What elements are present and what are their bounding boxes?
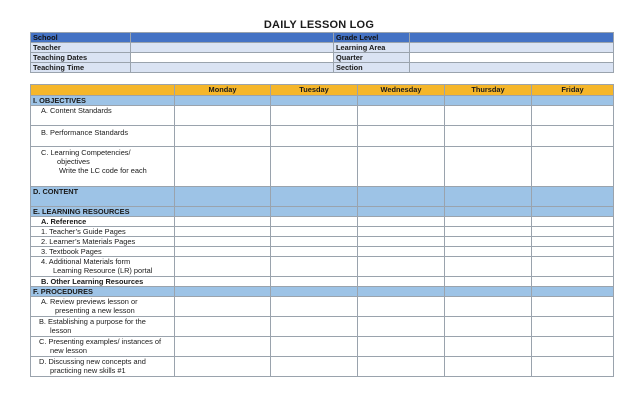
other-resources-label: B. Other Learning Resources [31,277,175,287]
entry-cell[interactable] [445,187,532,207]
examples-line-2: new lesson [50,346,87,355]
entry-cell[interactable] [445,297,532,317]
procedures-label: F. PROCEDURES [31,287,175,297]
textbook-row [31,247,614,257]
entry-cell[interactable] [271,357,358,377]
entry-cell[interactable] [175,297,271,317]
section-fill [532,287,614,297]
guide-label: 1. Teacher’s Guide Pages [31,227,175,237]
entry-cell[interactable] [532,106,614,126]
entry-cell[interactable] [445,217,532,227]
purpose-line-2: lesson [50,326,72,335]
entry-cell[interactable] [175,126,271,147]
section-label: Section [334,63,410,73]
resources-label: E. LEARNING RESOURCES [31,207,175,217]
entry-cell[interactable] [358,187,445,207]
competencies-line-3: Write the LC code for each [59,166,147,175]
performance-standards-row [31,126,614,147]
additional-line-2: Learning Resource (LR) portal [53,266,153,275]
day-wednesday: Wednesday [358,85,445,96]
teacher-field[interactable] [131,43,334,53]
purpose-label [31,317,175,337]
entry-cell[interactable] [445,147,532,187]
entry-cell[interactable] [358,126,445,147]
days-header-row [31,85,614,96]
content-row [31,187,614,207]
discussing-line-1: D. Discussing new concepts and [39,357,146,366]
entry-cell[interactable] [445,237,532,247]
entry-cell[interactable] [271,187,358,207]
other-resources-row [31,277,614,287]
section-fill [175,207,271,217]
section-fill [445,96,532,106]
entry-cell[interactable] [175,257,271,277]
entry-cell[interactable] [358,247,445,257]
textbook-label: 3. Textbook Pages [31,247,175,257]
learning-area-field[interactable] [410,43,614,53]
entry-cell[interactable] [445,317,532,337]
day-friday: Friday [532,85,614,96]
entry-cell[interactable] [358,357,445,377]
resources-row [31,207,614,217]
teaching-time-label: Teaching Time [31,63,131,73]
review-line-2: presenting a new lesson [55,306,135,315]
materials-row [31,237,614,247]
entry-cell[interactable] [271,247,358,257]
teaching-dates-field[interactable] [131,53,334,63]
lesson-log-table [30,84,614,377]
review-row [31,297,614,317]
section-fill [271,287,358,297]
entry-cell[interactable] [532,217,614,227]
entry-cell[interactable] [175,237,271,247]
entry-cell[interactable] [358,217,445,227]
purpose-row [31,317,614,337]
school-label: School [31,33,131,43]
entry-cell[interactable] [445,247,532,257]
entry-cell[interactable] [271,297,358,317]
entry-cell[interactable] [358,257,445,277]
competencies-label [31,147,175,187]
teaching-dates-label: Teaching Dates [31,53,131,63]
competencies-line-1: C. Learning Competencies/ [41,148,131,157]
section-fill [532,96,614,106]
entry-cell[interactable] [175,317,271,337]
entry-cell[interactable] [358,277,445,287]
review-line-1: A. Review previews lesson or [41,297,138,306]
entry-cell[interactable] [532,227,614,237]
entry-cell[interactable] [358,237,445,247]
page-title: DAILY LESSON LOG [263,19,375,31]
discussing-label [31,357,175,377]
content-standards-label: A. Content Standards [31,106,175,126]
entry-cell[interactable] [175,147,271,187]
header-row-teacher [31,43,614,53]
entry-cell[interactable] [358,297,445,317]
discussing-line-2: practicing new skills #1 [50,366,126,375]
objectives-row [31,96,614,106]
purpose-line-1: B. Establishing a purpose for the [39,317,146,326]
learning-area-label: Learning Area [334,43,410,53]
materials-label: 2. Learner’s Materials Pages [31,237,175,247]
entry-cell[interactable] [445,357,532,377]
guide-row [31,227,614,237]
teaching-time-field[interactable] [131,63,334,73]
additional-materials-label [31,257,175,277]
entry-cell[interactable] [358,227,445,237]
review-label [31,297,175,317]
entry-cell[interactable] [175,106,271,126]
competencies-row [31,147,614,187]
entry-cell[interactable] [445,337,532,357]
day-thursday: Thursday [445,85,532,96]
entry-cell[interactable] [271,237,358,247]
header-row-dates [31,53,614,63]
entry-cell[interactable] [175,247,271,257]
header-row-time [31,63,614,73]
section-fill [445,207,532,217]
section-fill [445,287,532,297]
entry-cell[interactable] [445,106,532,126]
header-info-table [30,32,614,73]
entry-cell[interactable] [532,357,614,377]
performance-standards-label: B. Performance Standards [31,126,175,147]
content-label: D. CONTENT [31,187,175,207]
entry-cell[interactable] [532,297,614,317]
discussing-row [31,357,614,377]
entry-cell[interactable] [445,277,532,287]
examples-line-1: C. Presenting examples/ instances of [39,337,162,346]
reference-label: A. Reference [31,217,175,227]
entry-cell[interactable] [358,317,445,337]
entry-cell[interactable] [358,147,445,187]
entry-cell[interactable] [532,187,614,207]
additional-materials-row [31,257,614,277]
entry-cell[interactable] [532,317,614,337]
entry-cell[interactable] [175,187,271,207]
grade-level-field[interactable] [410,33,614,43]
entry-cell[interactable] [532,126,614,147]
section-fill [175,287,271,297]
entry-cell[interactable] [175,337,271,357]
entry-cell[interactable] [532,257,614,277]
entry-cell[interactable] [175,227,271,237]
section-fill [271,207,358,217]
section-fill [358,207,445,217]
entry-cell[interactable] [271,217,358,227]
entry-cell[interactable] [532,247,614,257]
entry-cell[interactable] [271,106,358,126]
entry-cell[interactable] [175,277,271,287]
procedures-row [31,287,614,297]
reference-row [31,217,614,227]
entry-cell[interactable] [358,337,445,357]
section-fill [271,96,358,106]
day-tuesday: Tuesday [271,85,358,96]
examples-label [31,337,175,357]
entry-cell[interactable] [175,357,271,377]
entry-cell[interactable] [532,147,614,187]
school-field[interactable] [131,33,334,43]
entry-cell[interactable] [271,147,358,187]
quarter-field[interactable] [410,53,614,63]
entry-cell[interactable] [445,227,532,237]
entry-cell[interactable] [532,337,614,357]
entry-cell[interactable] [532,237,614,247]
entry-cell[interactable] [271,277,358,287]
objectives-label: I. OBJECTIVES [31,96,175,106]
entry-cell[interactable] [271,126,358,147]
entry-cell[interactable] [532,277,614,287]
content-standards-row [31,106,614,126]
entry-cell[interactable] [445,257,532,277]
entry-cell[interactable] [175,217,271,227]
entry-cell[interactable] [358,106,445,126]
quarter-label: Quarter [334,53,410,63]
grade-level-label: Grade Level [334,33,410,43]
entry-cell[interactable] [271,337,358,357]
corner-cell [31,85,175,96]
examples-row [31,337,614,357]
day-monday: Monday [175,85,271,96]
entry-cell[interactable] [271,227,358,237]
section-fill [358,287,445,297]
additional-line-1: 4. Additional Materials form [41,257,131,266]
entry-cell[interactable] [271,257,358,277]
entry-cell[interactable] [271,317,358,337]
header-row-school [31,33,614,43]
section-fill [175,96,271,106]
section-field[interactable] [410,63,614,73]
section-fill [358,96,445,106]
entry-cell[interactable] [445,126,532,147]
teacher-label: Teacher [31,43,131,53]
competencies-line-2: objectives [57,157,90,166]
section-fill [532,207,614,217]
